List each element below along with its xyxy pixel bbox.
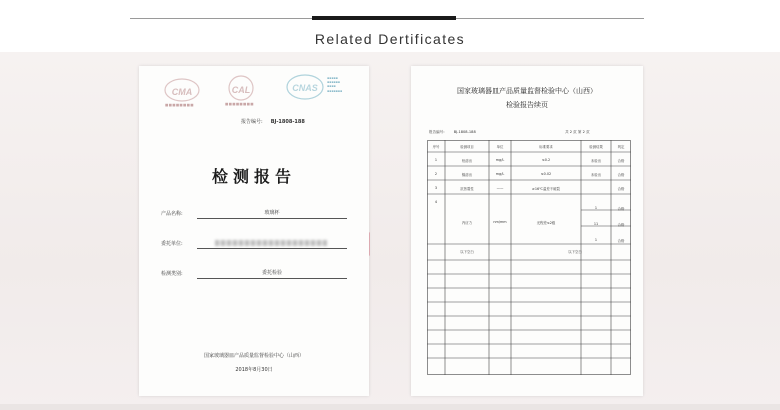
field-underline [197,278,347,279]
product-name-label: 产品名称: [161,211,183,217]
table-cell: 内应力 [461,221,473,225]
field-underline [197,248,347,249]
table-cell: 未检出 [590,159,602,163]
blank-note: 以下空白 [460,250,474,254]
table-cell: 抗热震性 [460,187,474,191]
col-header-standard: 标准要求 [539,145,553,149]
page-info: 共 2 页 第 2 页 [565,130,590,134]
cal-seal-icon: CAL ■■■■■■■■ [221,74,261,106]
issue-date: 2018年8月30日 [235,367,273,373]
table-cell: 11 [593,222,599,226]
table-cell: 1 [594,206,598,210]
table-cell: 镉溶出 [461,173,473,177]
cnas-caption: ▪▪▪▪▪ ▪▪▪▪▪▪ ▪▪▪▪ ▪▪▪▪▪▪▪ [327,76,343,93]
col-header-verdict: 判定 [617,145,625,149]
table-cell: ≥16℃温差不破裂 [532,187,560,191]
table-cell: —— [496,186,504,190]
table-cell: 合格 [617,207,625,211]
blank-note: 以下空白 [568,250,582,254]
table-cell: 4 [434,200,438,204]
col-header-no: 序号 [432,145,440,149]
table-cell: 合格 [617,239,625,243]
cma-seal-icon: CMA ■■■■■■■■ [163,76,201,108]
table-cell: 合格 [617,173,625,177]
col-header-unit: 单位 [496,145,504,149]
test-category-value: 委托检验 [261,270,282,276]
report-title: 检测报告 [211,167,296,186]
table-cell: 2 [434,172,438,176]
certificate-cover[interactable] [139,66,369,396]
table-cell: nm/mm [493,220,507,224]
client-label: 委托单位: [161,241,183,247]
table-cell: 光程差≤2级 [536,221,556,225]
field-underline [197,218,347,219]
table-cell: ≤0.2 [541,158,551,162]
report-number: 报告编号: BJ-1808-188 [241,119,305,125]
issuer-org: 国家玻璃器皿产品质量监督检验中心（山西） [457,87,597,95]
col-header-result: 检测结果 [589,145,603,149]
divider-accent [312,16,456,20]
certificate-results-page[interactable] [411,66,643,396]
product-name-value: 玻璃杯 [264,210,280,216]
client-value-redacted [215,240,327,246]
col-header-item: 检测项目 [460,145,474,149]
table-cell: mg/L [495,172,505,176]
table-cell: 1 [434,158,438,162]
table-cell: 3 [434,186,438,190]
table-cell: 合格 [617,187,625,191]
issuer-name: 国家玻璃器皿产品质量监督检验中心（山西） [203,353,304,359]
bottom-edge [0,404,780,410]
certificates-backdrop [0,52,780,410]
table-cell: 合格 [617,159,625,163]
test-category-label: 检测类别: [161,271,183,277]
table-cell: 铅溶出 [461,159,473,163]
table-cell: ≤0.02 [540,172,552,176]
table-cell: mg/L [495,158,505,162]
section-title: Related Dertificates [314,31,466,47]
table-cell: 1 [594,238,598,242]
continuation-subtitle: 检验报告续页 [506,101,548,109]
table-report-number: 报告编号: BJ-1808-188 [429,130,476,134]
cnas-seal-icon: CNAS [285,72,325,104]
table-cell: 合格 [617,223,625,227]
table-cell: 未检出 [590,173,602,177]
